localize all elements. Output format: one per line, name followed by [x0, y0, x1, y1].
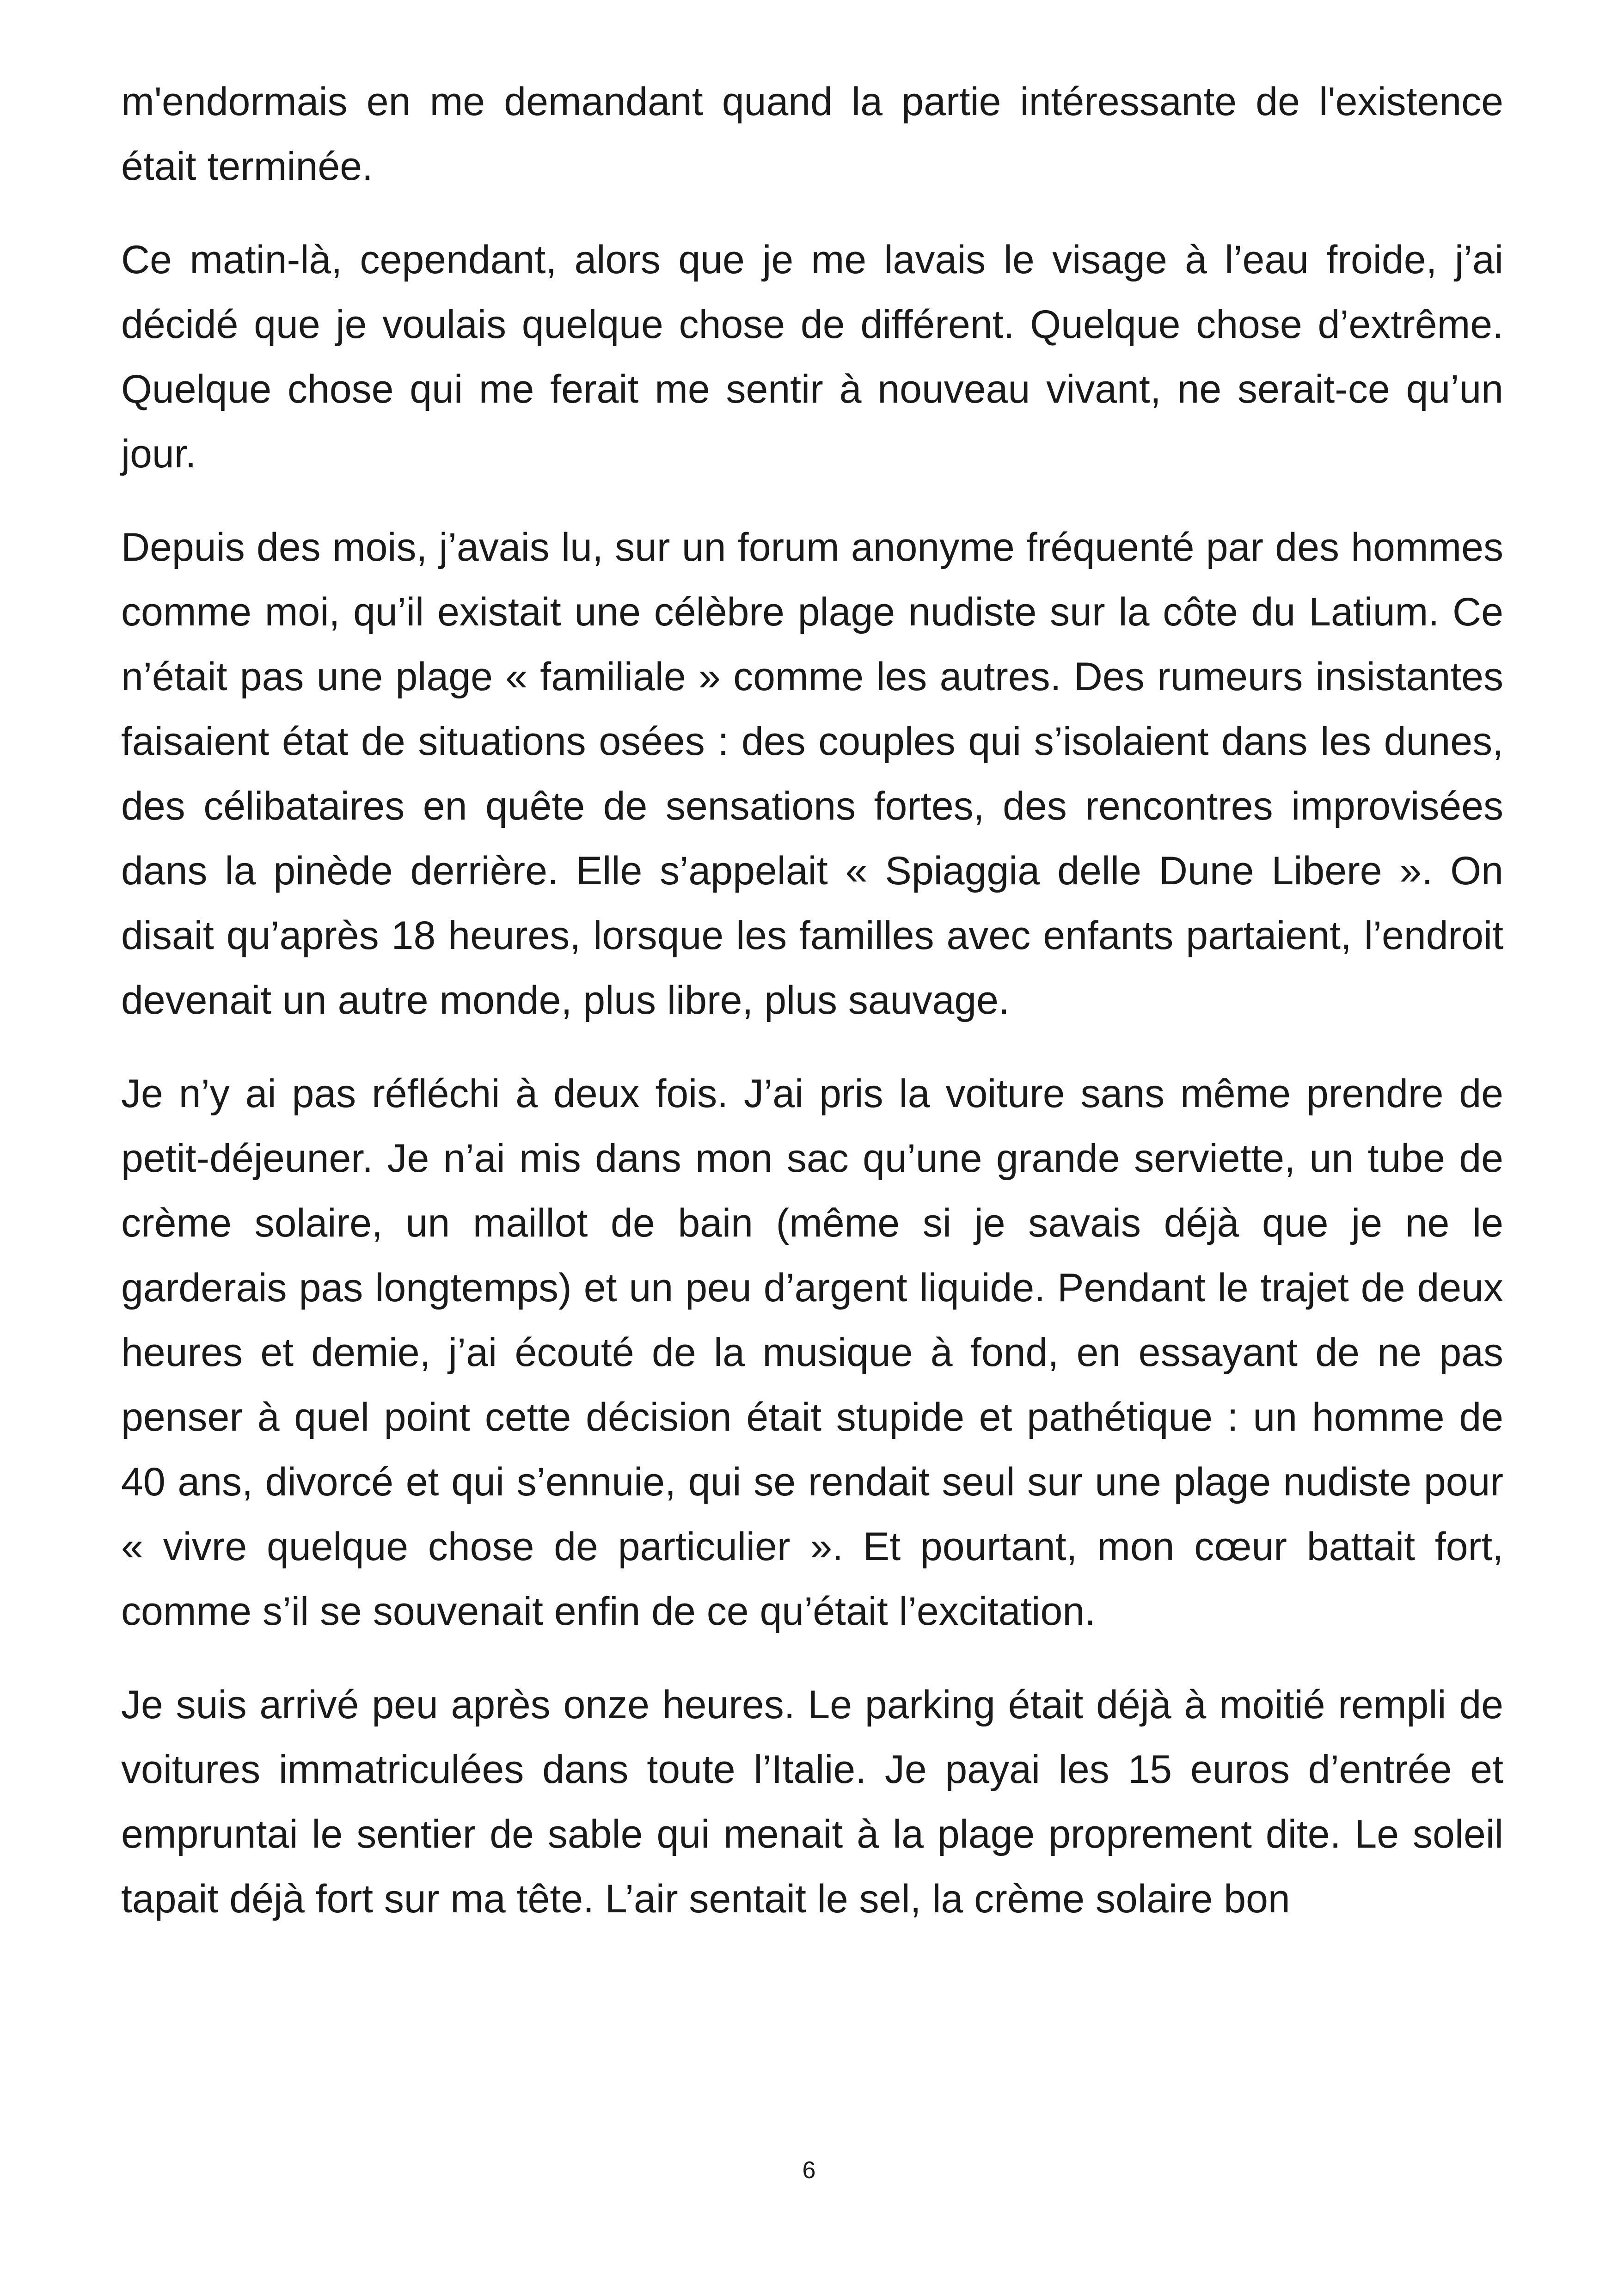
paragraph-4: Je n’y ai pas réfléchi à deux fois. J’ai pris la voiture sans même prendre de petit-déjeuner. Je n’ai mis dans mon sac qu’une grande serviette, un tube de crème solaire, un maillot de bain (même si je savais déjà que je ne le garderais pas longtemps) et un peu d’argent liquide. Pendant le trajet de deux heures et demie, j’ai écouté de la musique à fond, en essayant de ne pas penser à quel point cette décision était stupide et pathétique : un homme de 40 ans, divorcé et qui s’ennuie, qui se rendait seul sur une plage nudiste pour « vivre quelque chose de particulier ». Et pourtant, mon cœur battait fort, comme s’il se souvenait enfin de ce qu’était l’excitation.	[121, 1071, 1503, 1634]
paragraph-1: m'endormais en me demandant quand la partie intéressante de l'existence était terminée.	[121, 80, 1503, 189]
paragraph-2: Ce matin-là, cependant, alors que je me lavais le visage à l’eau froide, j’ai décidé que je voulais quelque chose de différent. Quelque chose d’extrême. Quelque chose qui me ferait me sentir à nouveau vivant, ne serait-ce qu’un jour.	[121, 238, 1503, 476]
paragraph-3: Depuis des mois, j’avais lu, sur un forum anonyme fréquenté par des hommes comme moi, qu’il existait une célèbre plage nudiste sur la côte du Latium. Ce n’était pas une plage « familiale » comme les autres. Des rumeurs insistantes faisaient état de situations osées : des couples qui s’isolaient dans les dunes, des célibataires en quête de sensations fortes, des rencontres improvisées dans la pinède derrière. Elle s’appelait « Spiaggia delle Dune Libere ». On disait qu’après 18 heures, lorsque les familles avec enfants partaient, l’endroit devenait un autre monde, plus libre, plus sauvage.	[121, 525, 1503, 1022]
page-number: 6	[802, 2157, 816, 2184]
paragraph-5: Je suis arrivé peu après onze heures. Le parking était déjà à moitié rempli de voitures immatriculées dans toute l’Italie. Je payai les 15 euros d’entrée et empruntai le sentier de sable qui menait à la plage proprement dite. Le soleil tapait déjà fort sur ma tête. L’air sentait le sel, la crème solaire bon	[121, 1683, 1503, 1921]
body-text	[121, 69, 1503, 1960]
